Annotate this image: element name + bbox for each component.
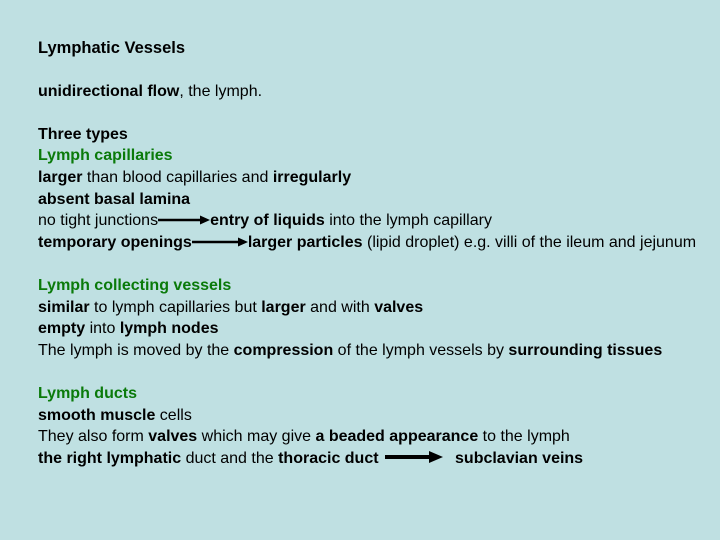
- slide-title: Lymphatic Vessels: [38, 39, 186, 57]
- cap-l3-c: into the lymph capillary: [324, 212, 492, 230]
- capillaries-heading: Lymph capillaries: [38, 147, 173, 165]
- collecting-line-3: [38, 340, 698, 362]
- duct-l1-b: cells: [155, 406, 192, 424]
- duct-l3-b: duct and the: [181, 449, 279, 467]
- col-l3-a: The lymph is moved by the: [38, 341, 234, 359]
- col-l3-c: of the lymph vessels by: [333, 341, 509, 359]
- duct-l3-c: thoracic duct: [278, 449, 379, 467]
- col-l2-c: lymph nodes: [119, 320, 219, 338]
- duct-l3-a: the right lymphatic: [38, 449, 182, 467]
- col-l2-a: empty: [38, 320, 86, 338]
- cap-l3-b: entry of liquids: [210, 212, 325, 230]
- collecting-line-2: [38, 318, 698, 340]
- col-l2-b: into: [85, 320, 120, 338]
- right-arrow-icon: [192, 237, 248, 247]
- cap-l2: absent basal lamina: [38, 190, 191, 208]
- ducts-line-2: [38, 426, 698, 448]
- right-arrow-icon: [385, 451, 443, 463]
- duct-l2-c: which may give: [197, 428, 316, 446]
- intro-bold: unidirectional flow: [38, 82, 180, 100]
- duct-l2-d: a beaded appearance: [315, 428, 479, 446]
- ducts-line-3: [38, 448, 698, 470]
- capillaries-line-4: [38, 232, 698, 254]
- intro-line: [38, 81, 698, 103]
- duct-l1-a: smooth muscle: [38, 406, 156, 424]
- col-l1-b: to lymph capillaries but: [89, 298, 262, 316]
- col-l3-d: surrounding tissues: [508, 341, 663, 359]
- duct-l2-a: They also form: [38, 428, 149, 446]
- cap-l4-c: (lipid droplet) e.g. villi of the ileum and jejunum: [362, 233, 697, 251]
- intro-rest: , the lymph.: [179, 82, 263, 100]
- cap-l4-b: larger particles: [247, 233, 363, 251]
- capillaries-line-1: [38, 167, 698, 189]
- collecting-heading: Lymph collecting vessels: [38, 276, 232, 294]
- col-l1-d: and with: [305, 298, 375, 316]
- cap-l1-b: than blood capillaries and: [82, 168, 273, 186]
- slide: [38, 38, 698, 469]
- col-l1-c: larger: [261, 298, 306, 316]
- cap-l4-a: temporary openings: [38, 233, 192, 251]
- duct-l2-b: valves: [148, 428, 198, 446]
- capillaries-line-2: [38, 189, 698, 211]
- right-arrow-icon: [158, 215, 210, 225]
- ducts-heading: Lymph ducts: [38, 384, 137, 402]
- capillaries-line-3: [38, 210, 698, 232]
- ducts-line-1: [38, 405, 698, 427]
- cap-l1-a: larger: [38, 168, 83, 186]
- three-types-heading: [38, 124, 698, 146]
- duct-l3-d: subclavian veins: [455, 449, 584, 467]
- duct-l2-e: to the lymph: [478, 428, 570, 446]
- three-types-text: Three types: [38, 125, 128, 143]
- cap-l3-a: no tight junctions: [38, 212, 159, 230]
- col-l1-e: valves: [374, 298, 424, 316]
- cap-l1-c: irregularly: [272, 168, 352, 186]
- collecting-line-1: [38, 297, 698, 319]
- col-l3-b: compression: [233, 341, 334, 359]
- col-l1-a: similar: [38, 298, 90, 316]
